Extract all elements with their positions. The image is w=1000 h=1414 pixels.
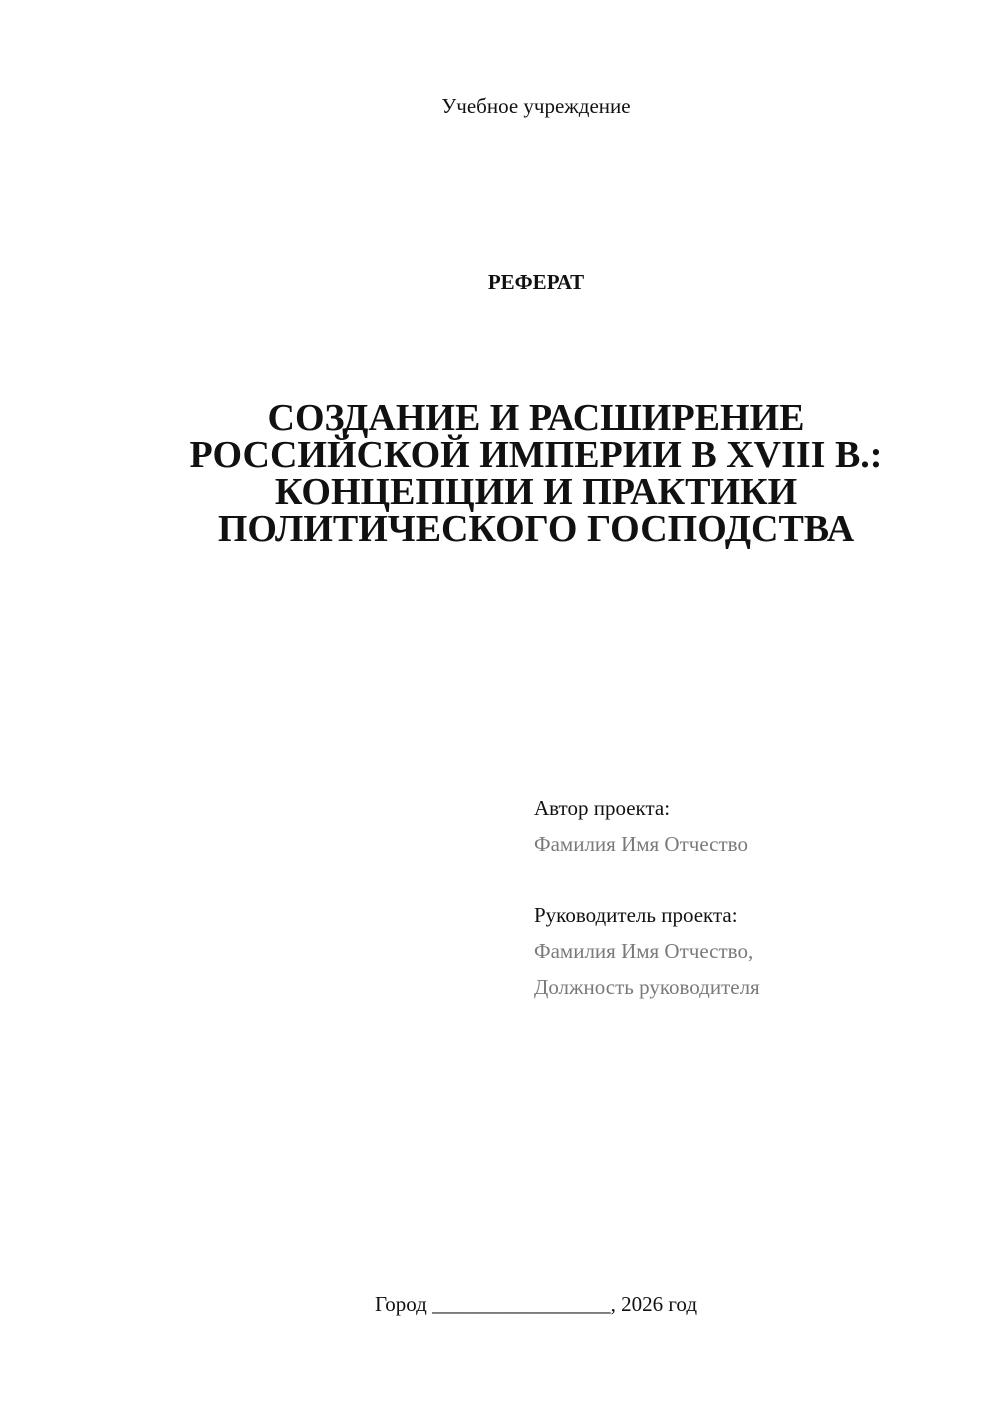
title-line: ПОЛИТИЧЕСКОГО ГОСПОДСТВА [217, 508, 855, 550]
title-line: СОЗДАНИЕ И РАСШИРЕНИЕ [267, 397, 805, 439]
project-credits [534, 790, 964, 1005]
author-name-placeholder: Фамилия Имя Отчество [534, 832, 748, 856]
supervisor-label: Руководитель проекта: [534, 903, 738, 927]
supervisor-position-placeholder: Должность руководителя [534, 975, 760, 999]
document-type-heading: РЕФЕРАТ [487, 270, 585, 294]
city-year-line: Город _________________, 2026 год [374, 1292, 698, 1316]
credits-spacer [534, 862, 964, 897]
document-title [80, 397, 992, 550]
institution-name: Учебное учреждение [441, 94, 631, 118]
supervisor-name-placeholder: Фамилия Имя Отчество, [534, 939, 754, 963]
title-line: РОССИЙСКОЙ ИМПЕРИИ В XVIII В.: [189, 434, 883, 476]
title-line: КОНЦЕПЦИИ И ПРАКТИКИ [274, 471, 798, 513]
author-label: Автор проекта: [534, 796, 671, 820]
